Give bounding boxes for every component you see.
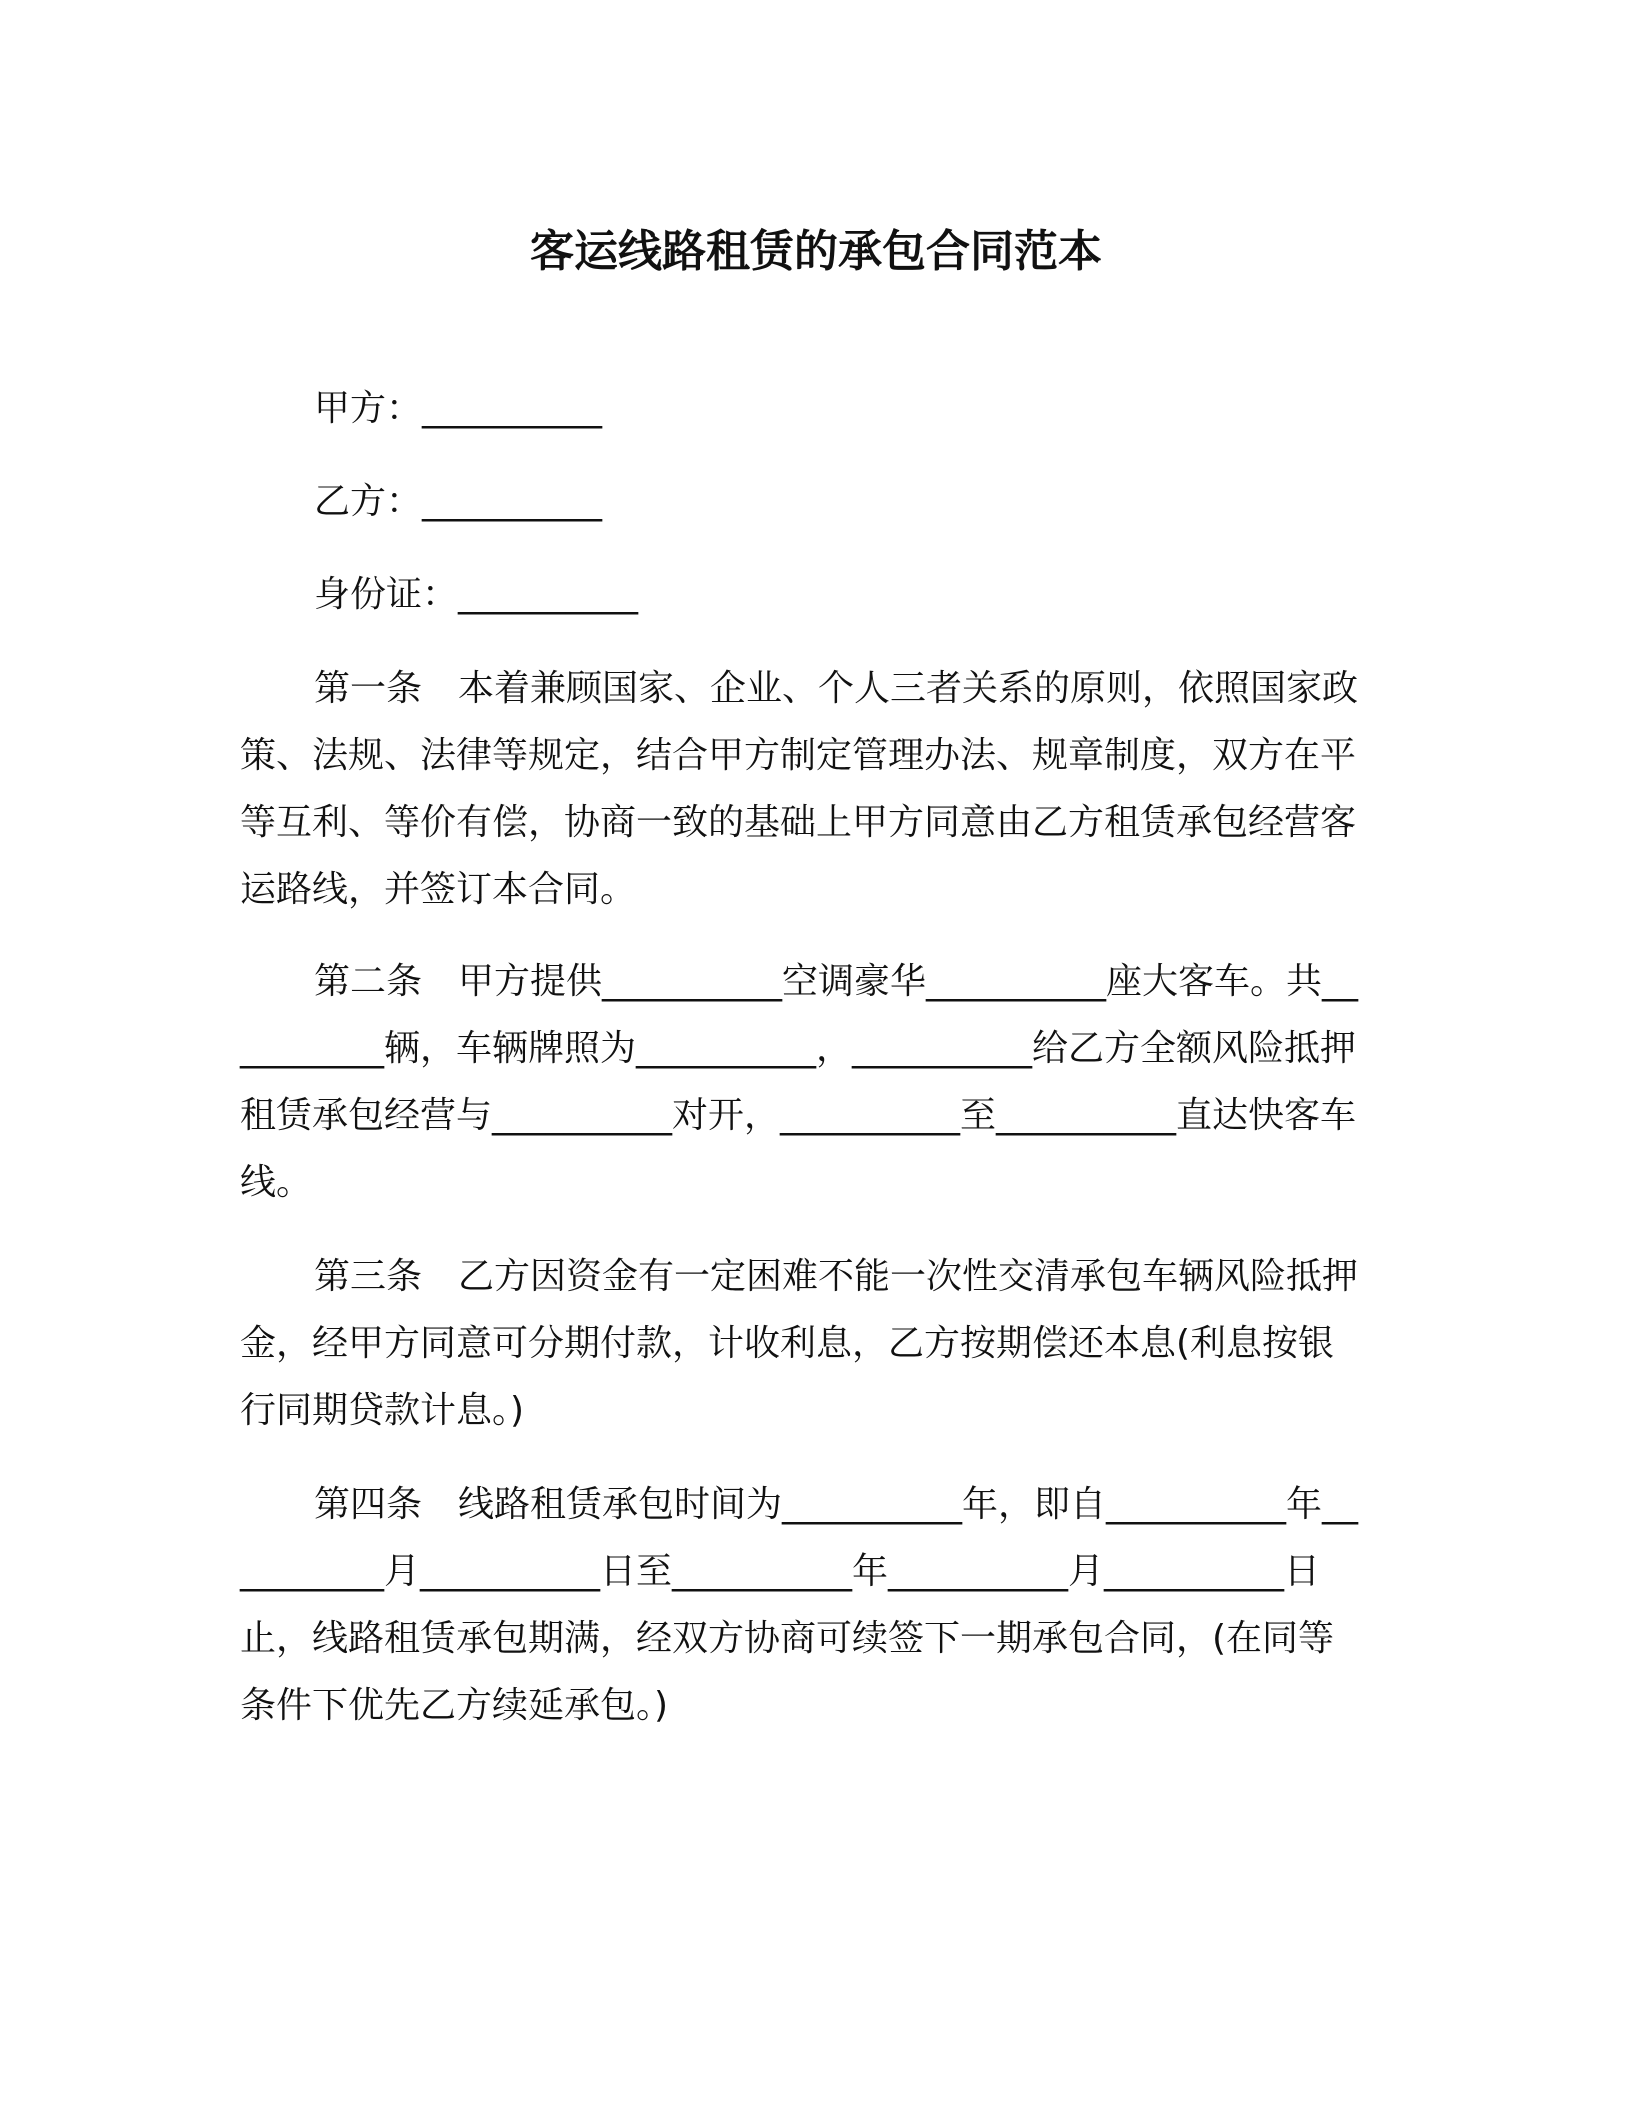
document-title: 客运线路租赁的承包合同范本 <box>530 226 1102 277</box>
article-4: 第四条 线路租赁承包时间为__________年，即自__________年__________月__________日至__________年__________月__________日止，线路租赁承包期满，经双方协商可续签下一期承包合同，(在同等条件下优先乙方续延承包。) <box>240 1484 1359 1726</box>
party-b-field: 乙方：__________ <box>314 481 603 522</box>
article-1: 第一条 本着兼顾国家、企业、个人三者关系的原则，依照国家政策、法规、法律等规定，结合甲方制定管理办法、规章制度，双方在平等互利、等价有偿，协商一致的基础上甲方同意由乙方租赁承包经营客运路线，并签订本合同。 <box>240 668 1359 910</box>
article-3: 第三条 乙方因资金有一定困难不能一次性交清承包车辆风险抵押金，经甲方同意可分期付款，计收利息，乙方按期偿还本息(利息按银行同期贷款计息。) <box>240 1256 1359 1431</box>
article-2: 第二条 甲方提供__________空调豪华__________座大客车。共__________辆，车辆牌照为__________，__________给乙方全额风险抵押租赁承包经营与__________对开，__________至__________直达快客车线。 <box>240 961 1359 1203</box>
id-card-field: 身份证：__________ <box>314 574 639 615</box>
party-a-field: 甲方：__________ <box>314 388 603 429</box>
